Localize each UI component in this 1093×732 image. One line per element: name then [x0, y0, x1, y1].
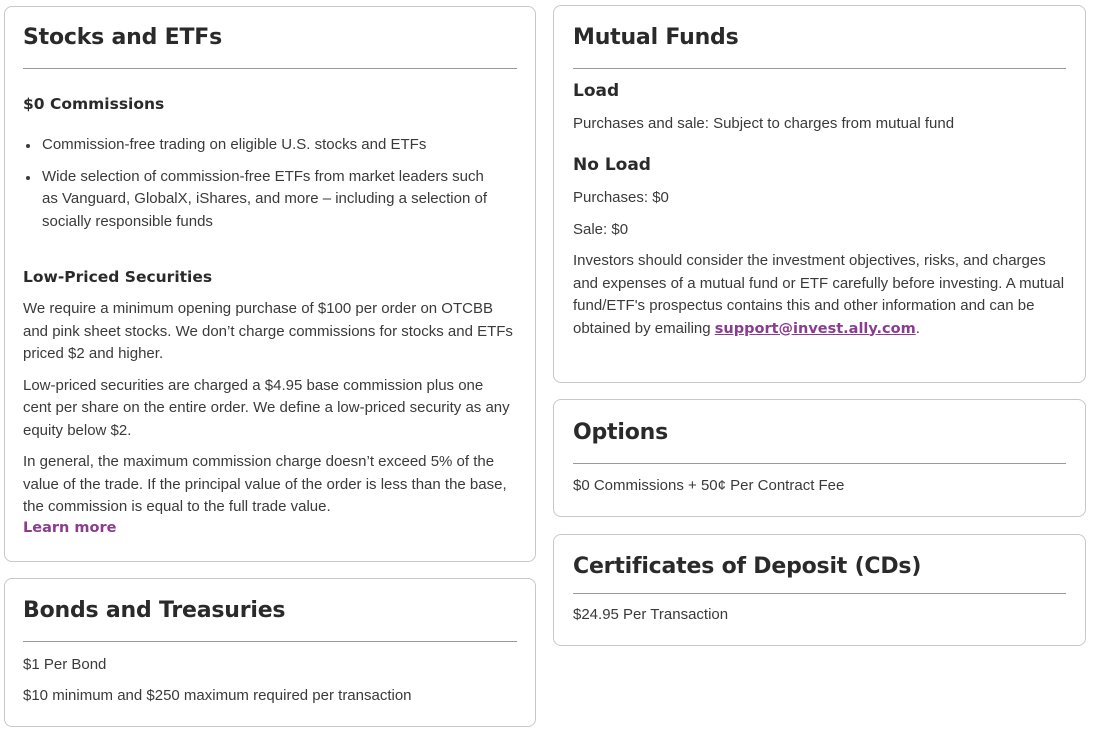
- bonds-per-bond: $1 Per Bond: [23, 656, 107, 673]
- cds-divider: [573, 593, 1066, 594]
- commissions-heading: $0 Commissions: [23, 95, 165, 113]
- list-item: Commission-free trading on eligible U.S. stocks and ETFs: [23, 134, 503, 157]
- mutual-funds-divider: [573, 68, 1066, 69]
- cds-fee-text: $24.95 Per Transaction: [573, 606, 729, 623]
- stocks-etfs-card: [4, 6, 536, 562]
- low-priced-body: [23, 298, 515, 536]
- stocks-etfs-title: Stocks and ETFs: [23, 25, 222, 50]
- mutual-funds-card: [553, 5, 1086, 383]
- disclaimer-text: Investors should consider the investment objectives, risks, and charges and expenses of a mutual fund or ETF carefully before investing. A mutual fund/ETF's prospectus contains this and other information and can be obtained by emailing: [573, 252, 1065, 337]
- bonds-treasuries-title: Bonds and Treasuries: [23, 598, 286, 623]
- no-load-sale: Sale: $0: [573, 221, 629, 238]
- learn-more-link[interactable]: Learn more: [23, 519, 117, 536]
- bonds-min-max: $10 minimum and $250 maximum required per transaction: [23, 687, 412, 704]
- commissions-list: [23, 134, 503, 233]
- options-card: [553, 399, 1086, 517]
- options-divider: [573, 463, 1066, 464]
- options-title: Options: [573, 420, 668, 445]
- low-priced-heading: Low-Priced Securities: [23, 268, 213, 286]
- cds-title: Certificates of Deposit (CDs): [573, 554, 922, 579]
- support-email-link[interactable]: support@invest.ally.com: [714, 320, 916, 337]
- bonds-treasuries-card: [4, 578, 536, 727]
- low-priced-paragraph-2: Low-priced securities are charged a $4.95 base commission plus one cent per share on the entire order. We define a low-priced security as any equity below $2.: [23, 376, 510, 439]
- low-priced-paragraph-3: In general, the maximum commission charge doesn’t exceed 5% of the value of the trade. If the principal value of the order is less than the base, the commission is equal to the full trade value.: [23, 453, 507, 515]
- stocks-divider: [23, 68, 517, 69]
- load-heading: Load: [573, 81, 620, 101]
- options-fee-text: $0 Commissions + 50¢ Per Contract Fee: [573, 477, 845, 494]
- no-load-heading: No Load: [573, 155, 651, 175]
- no-load-purchases: Purchases: $0: [573, 189, 669, 206]
- prospectus-disclaimer: [573, 250, 1065, 340]
- disclaimer-period: .: [915, 319, 920, 337]
- mutual-funds-title: Mutual Funds: [573, 25, 739, 50]
- bonds-divider: [23, 641, 517, 642]
- low-priced-paragraph-1: We require a minimum opening purchase of $100 per order on OTCBB and pink sheet stocks. We don’t charge commissions for stocks and ETFs priced $2 and higher.: [23, 300, 513, 362]
- load-text: Purchases and sale: Subject to charges from mutual fund: [573, 115, 955, 132]
- cds-card: [553, 534, 1086, 646]
- list-item: Wide selection of commission-free ETFs from market leaders such as Vanguard, GlobalX, iShares, and more – including a selection of socially responsible funds: [23, 166, 503, 234]
